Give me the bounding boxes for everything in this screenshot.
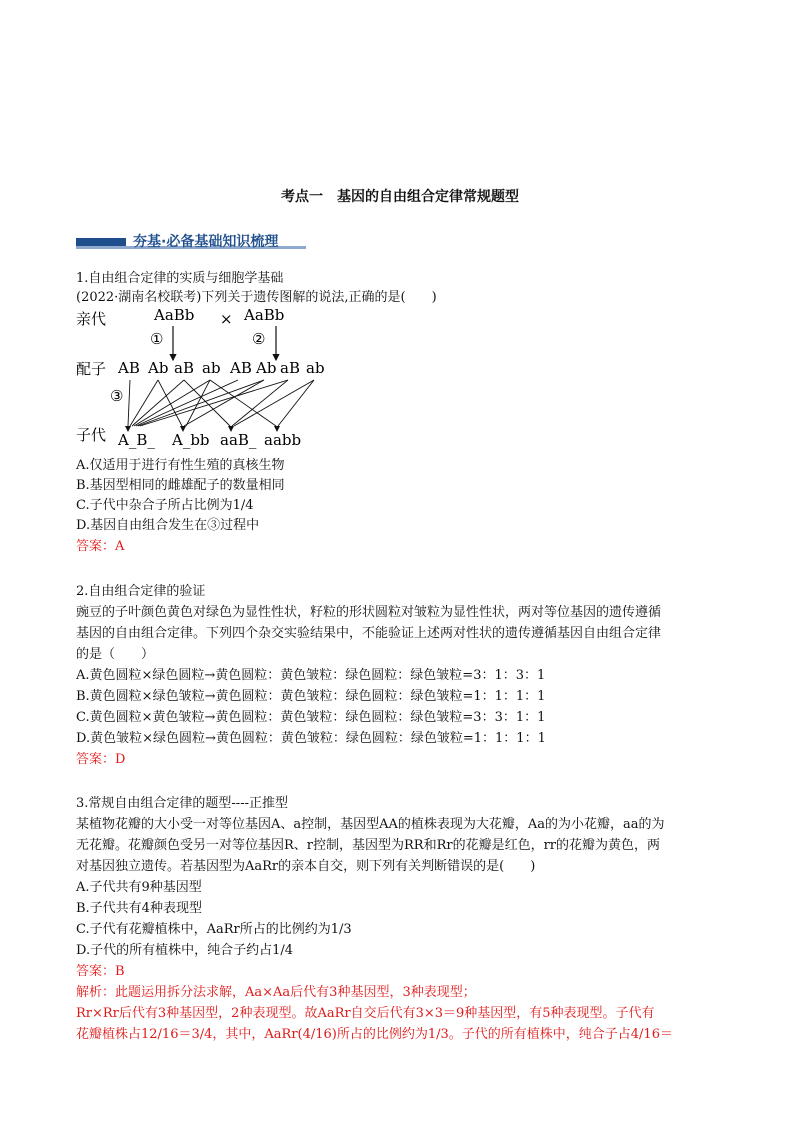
fertilization-lines xyxy=(128,380,314,426)
s3-option-d: D.子代的所有植株中，纯合子约占1/4 xyxy=(76,943,294,958)
offspring-3: aaB_ xyxy=(220,431,257,449)
cross-symbol: × xyxy=(220,310,233,328)
s2-option-c: C.黄色圆粒×黄色皱粒→黄色圆粒：黄色皱粒：绿色圆粒：绿色皱粒=3：3：1：1 xyxy=(76,710,546,725)
step-mark-1: ① xyxy=(150,330,164,348)
parent-left: AaBb xyxy=(154,306,195,324)
label-gametes: 配子 xyxy=(76,360,107,378)
gamete-left-2: Ab xyxy=(148,359,169,377)
s1-answer: 答案：A xyxy=(76,539,125,554)
s1-option-a: A.仅适用于进行有性生殖的真核生物 xyxy=(76,458,285,473)
banner-label: 夯基·必备基础知识梳理 xyxy=(133,234,279,250)
s3-option-a: A.子代共有9种基因型 xyxy=(76,880,202,895)
s2-stem-3: 的是（ ） xyxy=(76,647,155,662)
gamete-right-3: aB xyxy=(280,359,300,377)
s3-explanation-2: Rr×Rr后代有3种基因型，2种表现型。故AaRr自交后代有3×3＝9种基因型，有5种表现型。子代有 xyxy=(76,1006,655,1021)
section1-question: (2022·湖南名校联考)下列关于遗传图解的说法,正确的是( ) xyxy=(76,290,437,305)
s1-option-d: D.基因自由组合发生在③过程中 xyxy=(76,518,260,533)
section1-heading: 1.自由组合定律的实质与细胞学基础 xyxy=(76,271,284,286)
s3-explanation-3: 花瓣植株占12/16＝3/4，其中，AaRr(4/16)所占的比例约为1/3。子代的所有植株中，纯合子占4/16＝ xyxy=(76,1027,673,1042)
s2-option-a: A.黄色圆粒×绿色圆粒→黄色圆粒：黄色皱粒：绿色圆粒：绿色皱粒=3：1：3：1 xyxy=(76,668,546,683)
page-title: 考点一 基因的自由组合定律常规题型 xyxy=(281,189,519,205)
s3-option-b: B.子代共有4种表现型 xyxy=(76,901,202,916)
gamete-right-4: ab xyxy=(306,359,325,377)
s3-stem-3: 对基因独立遗传。若基因型为AaRr的亲本自交，则下列有关判断错误的是( ) xyxy=(76,859,536,874)
s3-stem-2: 无花瓣。花瓣颜色受另一对等位基因R、r控制，基因型为RR和Rr的花瓣是红色，rr的花瓣为黄色，两 xyxy=(76,838,661,853)
gamete-left-4: ab xyxy=(202,359,221,377)
s3-explanation-1: 解析：此题运用拆分法求解，Aa×Aa后代有3种基因型，3种表现型； xyxy=(76,985,476,1000)
parent-right: AaBb xyxy=(244,306,285,324)
genetics-diagram xyxy=(70,300,340,450)
s1-option-b: B.基因型相同的雌雄配子的数量相同 xyxy=(76,478,285,493)
s3-stem-1: 某植物花瓣的大小受一对等位基因A、a控制，基因型AA的植株表现为大花瓣，Aa的为小花瓣，aa的为 xyxy=(76,817,665,832)
s2-option-d: D.黄色皱粒×绿色圆粒→黄色圆粒：黄色皱粒：绿色圆粒：绿色皱粒=1：1：1：1 xyxy=(76,731,546,746)
banner-bar xyxy=(76,238,126,246)
s1-option-c: C.子代中杂合子所占比例为1/4 xyxy=(76,498,254,513)
s2-option-b: B.黄色圆粒×绿色皱粒→黄色圆粒：黄色皱粒：绿色圆粒：绿色皱粒=1：1：1：1 xyxy=(76,689,546,704)
gamete-left-1: AB xyxy=(118,359,140,377)
gamete-right-1: AB xyxy=(230,359,252,377)
step-mark-3: ③ xyxy=(110,387,124,405)
label-offspring: 子代 xyxy=(76,426,107,444)
s2-stem-1: 豌豆的子叶颜色黄色对绿色为显性性状，籽粒的形状圆粒对皱粒为显性性状，两对等位基因的遗传遵循 xyxy=(76,605,662,620)
s2-stem-2: 基因的自由组合定律。下列四个杂交实验结果中，不能验证上述两对性状的遗传遵循基因自由组合定律 xyxy=(76,626,662,641)
offspring-4: aabb xyxy=(264,431,302,449)
label-parents: 亲代 xyxy=(76,310,107,328)
section-banner xyxy=(76,232,306,250)
section2-heading: 2.自由组合定律的验证 xyxy=(76,584,206,599)
s3-answer: 答案：B xyxy=(76,964,125,979)
gamete-right-2: Ab xyxy=(256,359,277,377)
section3-heading: 3.常规自由组合定律的题型----正推型 xyxy=(76,796,288,811)
gamete-left-3: aB xyxy=(174,359,194,377)
offspring-1: A_B_ xyxy=(118,431,155,449)
s2-answer: 答案：D xyxy=(76,752,126,767)
offspring-2: A_bb xyxy=(172,431,210,449)
s3-option-c: C.子代有花瓣植株中，AaRr所占的比例约为1/3 xyxy=(76,922,352,937)
step-mark-2: ② xyxy=(252,330,266,348)
